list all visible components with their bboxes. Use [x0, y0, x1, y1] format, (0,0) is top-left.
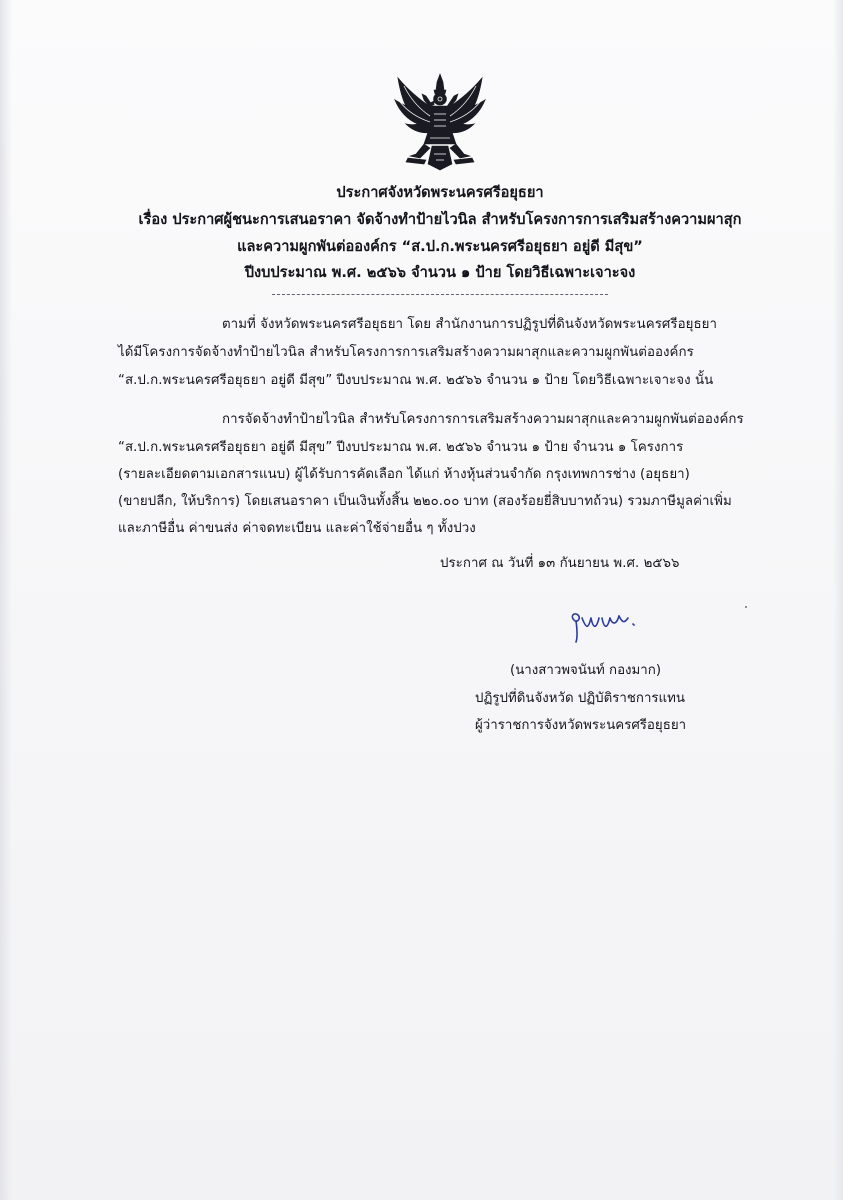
signatory-name: (นางสาวพจนันท์ กองมาก): [510, 663, 662, 678]
announcement-subject-line-1: เรื่อง ประกาศผู้ชนะการเสนอราคา จัดจ้างทำป้ายไวนิล สำหรับโครงการการเสริมสร้างความผาสุก: [138, 211, 742, 228]
announcement-subject-line-2: และความผูกพันต่อองค์กร “ส.ป.ก.พระนครศรีอยุธยา อยู่ดี มีสุข”: [237, 238, 643, 255]
paragraph-1-line-1: ตามที่ จังหวัดพระนครศรีอยุธยา โดย สำนักงานการปฏิรูปที่ดินจังหวัดพระนครศรีอยุธยา: [222, 317, 717, 332]
signatory-position-1: ปฏิรูปที่ดินจังหวัด ปฏิบัติราชการแทน: [475, 691, 685, 706]
garuda-emblem-icon: [390, 70, 490, 174]
announcement-subject-line-3: ปีงบประมาณ พ.ศ. ๒๕๖๖ จำนวน ๑ ป้าย โดยวิธีเฉพาะเจาะจง: [244, 264, 636, 281]
announcement-date: ประกาศ ณ วันที่ ๑๓ กันยายน พ.ศ. ๒๕๖๖: [440, 556, 680, 571]
paragraph-1-line-2: ได้มีโครงการจัดจ้างทำป้ายไวนิล สำหรับโครงการการเสริมสร้างความผาสุกและความผูกพันต่อองค์กร: [118, 345, 694, 360]
paragraph-1-line-3: “ส.ป.ก.พระนครศรีอยุธยา อยู่ดี มีสุข” ปีงบประมาณ พ.ศ. ๒๕๖๖ จำนวน ๑ ป้าย โดยวิธีเฉพาะเจาะจง นั้น: [118, 373, 714, 388]
handwritten-signature: [566, 606, 656, 646]
scan-speck: [745, 606, 747, 608]
paragraph-2-line-3: (รายละเอียดตามเอกสารแนบ) ผู้ได้รับการคัดเลือก ได้แก่ ห้างหุ้นส่วนจำกัด กรุงเทพการช่าง (อยุธยา): [118, 467, 690, 482]
signatory-position-2: ผู้ว่าราชการจังหวัดพระนครศรีอยุธยา: [475, 718, 687, 733]
paragraph-2-line-1: การจัดจ้างทำป้ายไวนิล สำหรับโครงการการเสริมสร้างความผาสุกและความผูกพันต่อองค์กร: [222, 412, 744, 427]
header-divider: [272, 294, 608, 295]
paragraph-2-line-4: (ขายปลีก, ให้บริการ) โดยเสนอราคา เป็นเงินทั้งสิ้น ๒๒๐.๐๐ บาท (สองร้อยยี่สิบบาทถ้วน) รวมภาษีมูลค่าเพิ่ม: [118, 494, 732, 509]
scan-edge-left: [0, 0, 12, 1200]
paragraph-2-line-2: “ส.ป.ก.พระนครศรีอยุธยา อยู่ดี มีสุข” ปีงบประมาณ พ.ศ. ๒๕๖๖ จำนวน ๑ ป้าย จำนวน ๑ โครงการ: [118, 440, 684, 455]
scan-edge-right: [833, 0, 843, 1200]
announcement-title: ประกาศจังหวัดพระนครศรีอยุธยา: [336, 184, 544, 201]
paragraph-2-line-5: และภาษีอื่น ค่าขนส่ง ค่าจดทะเบียน และค่าใช้จ่ายอื่น ๆ ทั้งปวง: [118, 521, 476, 536]
